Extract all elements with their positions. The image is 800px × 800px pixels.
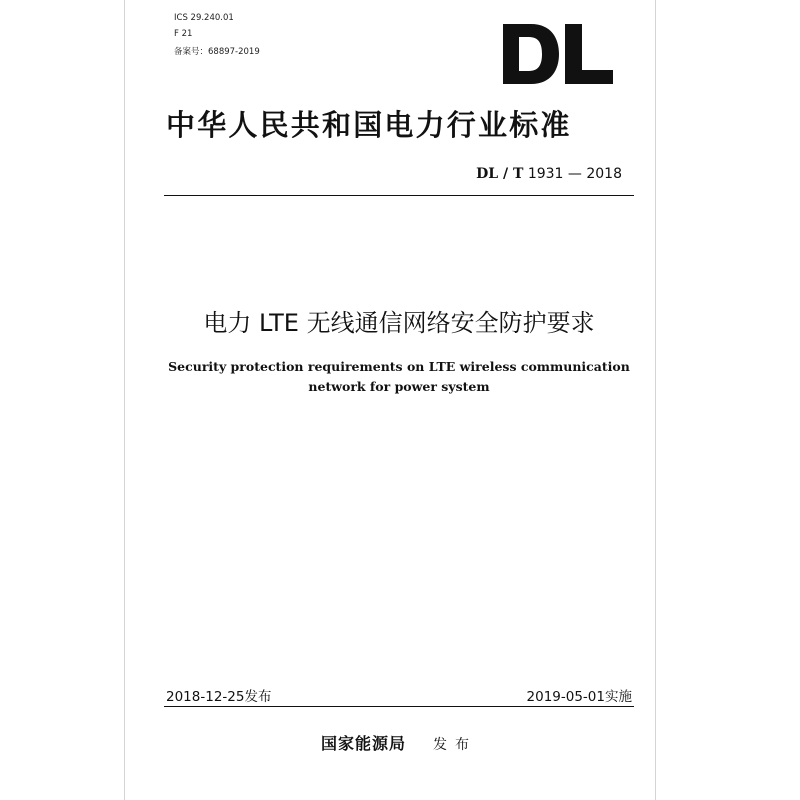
ics-code: ICS 29.240.01 [174,13,234,23]
ccs-code: F 21 [174,29,193,39]
standard-number-value: 1931 — 2018 [527,166,622,182]
standard-category-title: 中华人民共和国电力行业标准 [166,108,572,142]
title-en-line1: Security protection requirements on LTE wireless communication [168,359,630,374]
dl-logo-icon [499,20,617,88]
top-divider [164,195,634,196]
bottom-divider [164,706,634,707]
standard-number [476,166,622,182]
dl-logo [488,12,628,96]
publisher-verb: 发布 [433,737,478,753]
standard-number-prefix: DL / T [476,166,524,182]
publisher-line [164,731,634,754]
publisher-org: 国家能源局 [320,734,406,753]
document-title-en [164,357,634,397]
issue-date: 2018-12-25发布 [166,689,272,705]
implement-date: 2019-05-01实施 [526,689,632,705]
title-en-line2: network for power system [308,379,490,394]
filing-number: 备案号：68897-2019 [174,47,260,57]
document-title-cn: 电力 LTE 无线通信网络安全防护要求 [203,309,595,337]
